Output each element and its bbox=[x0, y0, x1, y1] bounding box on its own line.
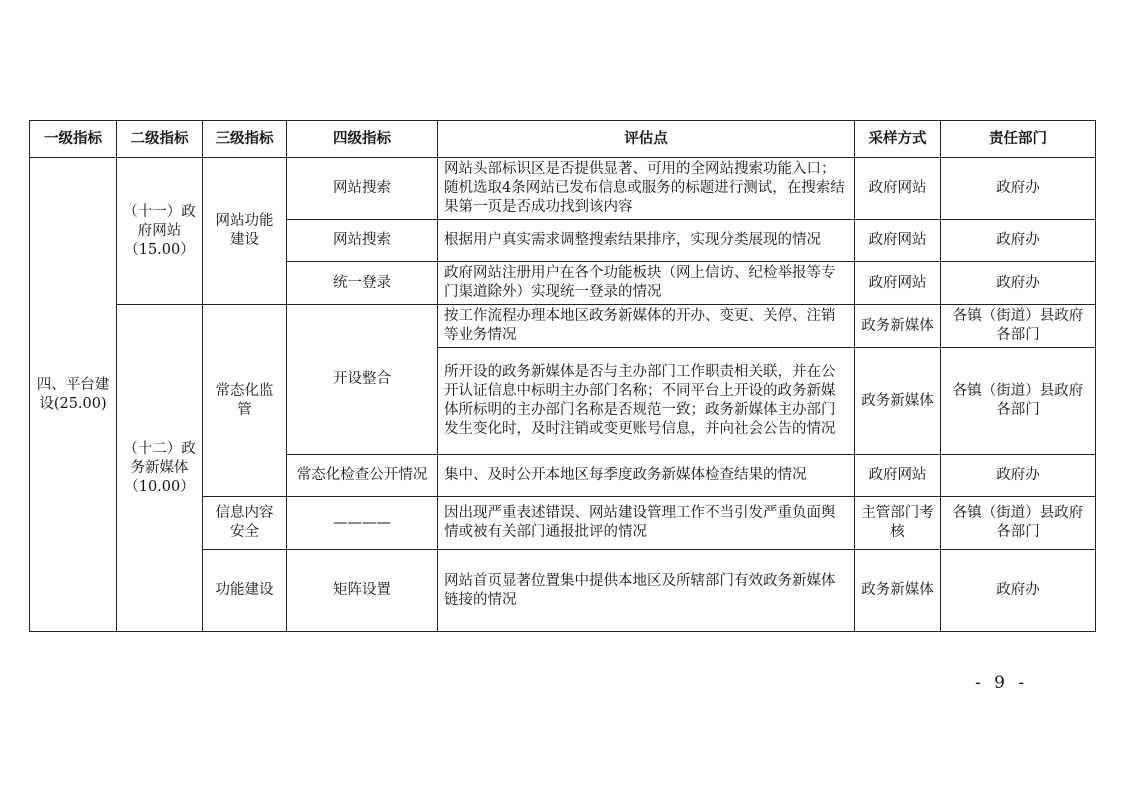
evaluation-table bbox=[29, 120, 1096, 632]
level3-info-security: 信息内容安全 bbox=[203, 497, 287, 550]
level3-regular-supervision: 常态化监管 bbox=[203, 305, 287, 497]
level4-cell: 常态化检查公开情况 bbox=[287, 455, 438, 497]
level4-cell: 统一登录 bbox=[287, 262, 438, 305]
level4-cell: ———— bbox=[287, 497, 438, 550]
level1-cell: 四、平台建设(25.00) bbox=[30, 158, 117, 632]
dept-cell: 各镇（街道）县政府各部门 bbox=[941, 497, 1096, 550]
sampling-cell: 政务新媒体 bbox=[855, 305, 941, 348]
dept-cell: 政府办 bbox=[941, 262, 1096, 305]
dept-cell: 各镇（街道）县政府各部门 bbox=[941, 348, 1096, 455]
header-level1: 一级指标 bbox=[30, 121, 117, 158]
eval-point: 所开设的政务新媒体是否与主办部门工作职责相关联，并在公开认证信息中标明主办部门名称；不同平台上开设的政务新媒体所标明的主办部门名称是否规范一致；政务新媒体主办部门发生变化时，及时注销或变更账号信息，并向社会公告的情况 bbox=[438, 348, 855, 455]
header-eval-point: 评估点 bbox=[438, 121, 855, 158]
dept-cell: 政府办 bbox=[941, 455, 1096, 497]
dept-cell: 政府办 bbox=[941, 158, 1096, 220]
level2-website: （十一）政府网站（15.00） bbox=[117, 158, 203, 305]
level4-cell: 网站搜索 bbox=[287, 158, 438, 220]
sampling-cell: 政府网站 bbox=[855, 262, 941, 305]
header-level2: 二级指标 bbox=[117, 121, 203, 158]
dept-cell: 政府办 bbox=[941, 220, 1096, 262]
eval-point: 网站首页显著位置集中提供本地区及所辖部门有效政务新媒体链接的情况 bbox=[438, 550, 855, 632]
sampling-cell: 政务新媒体 bbox=[855, 348, 941, 455]
page-number: - 9 - bbox=[975, 673, 1029, 693]
eval-point: 政府网站注册用户在各个功能板块（网上信访、纪检举报等专门渠道除外）实现统一登录的情况 bbox=[438, 262, 855, 305]
sampling-cell: 政府网站 bbox=[855, 158, 941, 220]
header-sampling: 采样方式 bbox=[855, 121, 941, 158]
header-level3: 三级指标 bbox=[203, 121, 287, 158]
level4-cell: 矩阵设置 bbox=[287, 550, 438, 632]
eval-point: 因出现严重表述错误、网站建设管理工作不当引发严重负面舆情或被有关部门通报批评的情况 bbox=[438, 497, 855, 550]
dept-cell: 各镇（街道）县政府各部门 bbox=[941, 305, 1096, 348]
header-dept: 责任部门 bbox=[941, 121, 1096, 158]
eval-point: 根据用户真实需求调整搜索结果排序，实现分类展现的情况 bbox=[438, 220, 855, 262]
sampling-cell: 政务新媒体 bbox=[855, 550, 941, 632]
table-row bbox=[30, 305, 1096, 348]
sampling-cell: 政府网站 bbox=[855, 455, 941, 497]
level3-function-build: 功能建设 bbox=[203, 550, 287, 632]
header-level4: 四级指标 bbox=[287, 121, 438, 158]
table-row bbox=[30, 158, 1096, 220]
level4-cell: 开设整合 bbox=[287, 305, 438, 455]
eval-point: 网站头部标识区是否提供显著、可用的全网站搜索功能入口；随机选取4条网站已发布信息或服务的标题进行测试，在搜索结果第一页是否成功找到该内容 bbox=[438, 158, 855, 220]
sampling-cell: 主管部门考核 bbox=[855, 497, 941, 550]
eval-point: 按工作流程办理本地区政务新媒体的开办、变更、关停、注销等业务情况 bbox=[438, 305, 855, 348]
level2-media: （十二）政务新媒体（10.00） bbox=[117, 305, 203, 632]
eval-point: 集中、及时公开本地区每季度政务新媒体检查结果的情况 bbox=[438, 455, 855, 497]
level4-cell: 网站搜索 bbox=[287, 220, 438, 262]
sampling-cell: 政府网站 bbox=[855, 220, 941, 262]
header-row bbox=[30, 121, 1096, 158]
level3-site-function: 网站功能建设 bbox=[203, 158, 287, 305]
dept-cell: 政府办 bbox=[941, 550, 1096, 632]
